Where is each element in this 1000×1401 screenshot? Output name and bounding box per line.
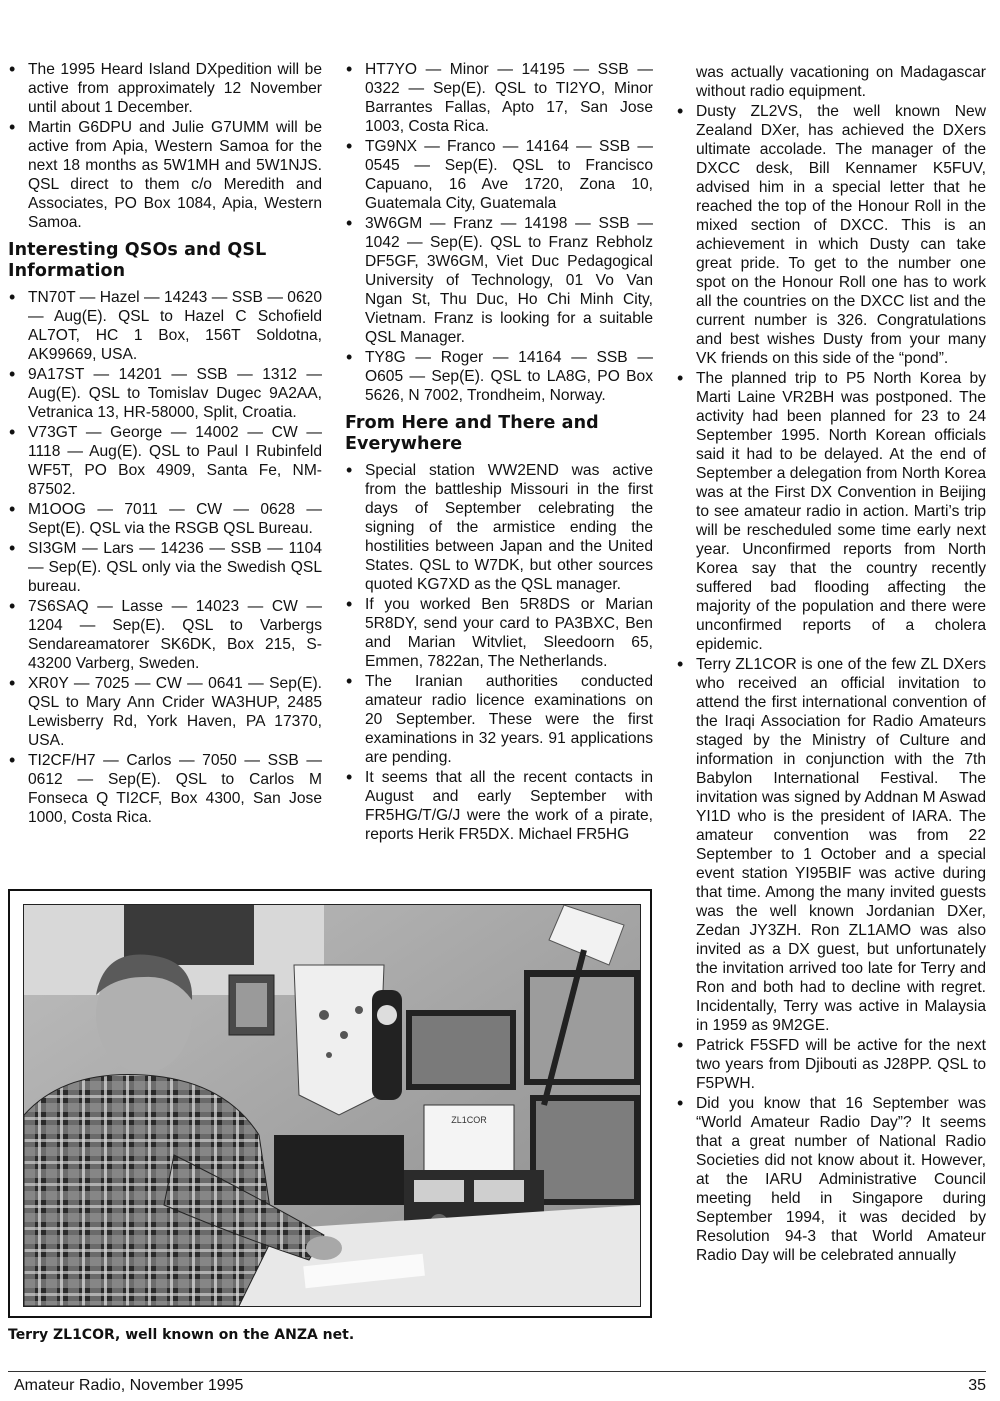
- intro-list: [8, 60, 322, 232]
- continued-paragraph: was actually vacationing on Madagascar without radio equipment.: [696, 64, 986, 100]
- column-1: [8, 60, 322, 828]
- news-list-continued: [676, 102, 986, 1265]
- list-item: • The planned trip to P5 North Korea by Marti Laine VR2BH was postponed. The activity had been planned for 23 to 24 September 1995. North Korean officials said it had to be delayed. At the end of September a delegation from North Korea was at the First DX Convention in Beijing to see amateur radio in action. Marti’s trip will be rescheduled some time early next year. Unconfirmed reports from North Korea say that the country recently suffered bad flooding affecting the majority of the population and there were unconfirmed reports of a cholera epidemic.: [676, 369, 986, 654]
- list-item: • Dusty ZL2VS, the well known New Zealand DXer, has achieved the DXers ultimate accolade. The manager of the DXCC desk, Bill Kennamer K5FUV, advised him in a special letter that he reached the top of the Honour Roll in the mixed section of DXCC. This is an achievement in which Dusty can take great pride. To get to the number one spot on the Honour Roll one has to work all the countries on the DXCC list and the current number is 326. Congratulations and best wishes Dusty from your many VK friends on this side of the “pond”.: [676, 102, 986, 368]
- list-item: • 9A17ST — 14201 — SSB — 1312 — Aug(E). QSL to Tomislav Dugec 9A2AA, Vetranica 13, HR-58000, Split, Croatia.: [8, 365, 322, 422]
- photo-terry-zl1cor: [23, 904, 641, 1307]
- list-item: • Did you know that 16 September was “World Amateur Radio Day”? It seems that a great number of National Radio Societies did not know about it. However, at the IARU Administrative Council meeting held in Singapore during September 1994, it was decided by Resolution 94-3 that World Amateur Radio Day will be celebrated annually: [676, 1094, 986, 1265]
- list-item: • If you worked Ben 5R8DS or Marian 5R8DY, send your card to PA3BXC, Ben and Marian Witvliet, Sleedoorn 65, Emmen, 7822an, The Netherlands.: [345, 595, 653, 671]
- list-item: • Terry ZL1COR is one of the few ZL DXers who received an official invitation to attend the first international convention of the Iraqi Association for Radio Amateurs staged by the Ministry of Culture and information in conjunction with the 7th Babylon International Festival. The invitation was signed by Addnan M Aswad YI1D who is the president of IARA. The amateur convention was from 22 September to 1 October and a special event station YI95BIF was active during that time. Among the many invited guests was the well known Jordanian DXer, Zedan JY3ZH. Ron ZL1AMO was also invited as a DX guest, but unfortunately the invitation arrived too late for Terry and Ron and both had to decline with regret. Incidentally, Terry was active in Malaysia in 1959 as 9M2GE.: [676, 655, 986, 1035]
- list-item: • TG9NX — Franco — 14164 — SSB — 0545 — Sep(E). QSL to Francisco Capuano, 16 Ave 1720, Zona 10, Guatemala City, Guatemala: [345, 137, 653, 213]
- footer-page-number: 35: [968, 1377, 986, 1394]
- list-item: • XR0Y — 7025 — CW — 0641 — Sep(E). QSL to Mary Ann Crider WA3HUP, 2485 Lewisberry Rd, York Haven, PA 17370, USA.: [8, 674, 322, 750]
- list-item: • 7S6SAQ — Lasse — 14023 — CW — 1204 — Sep(E). QSL to Varbergs Sendareamatorer SK6DK, Box 215, S-43200 Varberg, Sweden.: [8, 597, 322, 673]
- news-list: [345, 461, 653, 844]
- column-3: [676, 63, 986, 1266]
- list-item: • 3W6GM — Franz — 14198 — SSB — 1042 — Sep(E). QSL to Franz Rebholz DF5GF, 3W6GM, Viet Duc Pedagogical University of Technology, 01 Vo Van Ngan St, Thu Duc, Ho Chi Minh City, Vietnam. Franz is looking for a suitable QSL Manager.: [345, 214, 653, 347]
- photo-caption: Terry ZL1COR, well known on the ANZA net.: [8, 1327, 355, 1343]
- list-item: • The Iranian authorities conducted amateur radio licence examinations on 20 September. These were the first examinations in 32 years. 91 applications are pending.: [345, 672, 653, 767]
- qsl-card-callsign: ZL1COR: [451, 1115, 487, 1125]
- list-item: • SI3GM — Lars — 14236 — SSB — 1104 — Sep(E). QSL only via the Swedish QSL bureau.: [8, 539, 322, 596]
- footer-publication: Amateur Radio, November 1995: [14, 1377, 244, 1394]
- list-item: • HT7YO — Minor — 14195 — SSB — 0322 — Sep(E). QSL to TI2YO, Minor Barrantes Fallas, Apto 17, San Jose 1003, Costa Rica.: [345, 60, 653, 136]
- qso-list-continued: [345, 60, 653, 405]
- list-item: • Patrick F5SFD will be active for the next two years from Djibouti as J28PP. QSL to F5PWH.: [676, 1036, 986, 1093]
- list-item: • TI2CF/H7 — Carlos — 7050 — SSB — 0612 — Sep(E). QSL to Carlos M Fonseca Q TI2CF, Box 4300, San Jose 1000, Costa Rica.: [8, 751, 322, 827]
- column-2: [345, 60, 653, 845]
- list-item: • It seems that all the recent contacts in August and early September with FR5HG/T/G/J were the work of a pirate, reports Herik FR5DX. Michael FR5HG: [345, 768, 653, 844]
- list-item: • The 1995 Heard Island DXpedition will be active from approximately 12 November until about 1 December.: [8, 60, 322, 117]
- list-item: • Martin G6DPU and Julie G7UMM will be active from Apia, Western Samoa for the next 18 months as 5W1MH and 5W1NJS. QSL direct to them c/o Meredith and Associates, PO Box 1084, Apia, Western Samoa.: [8, 118, 322, 232]
- list-item: • Special station WW2END was active from the battleship Missouri in the first days of September celebrating the signing of the armistice ending the hostilities between Japan and the United States. QSL to W7DK, but other sources quoted KG7XD as the QSL manager.: [345, 461, 653, 594]
- list-item: • TN70T — Hazel — 14243 — SSB — 0620 — Aug(E). QSL to Hazel C Schofield AL7OT, HC 1 Box, 156T Soldotna, AK99669, USA.: [8, 288, 322, 364]
- section-heading-everywhere: From Here and There and Everywhere: [345, 413, 599, 454]
- photo-illustration: [24, 905, 640, 1306]
- photo-frame: [8, 889, 652, 1318]
- list-item: • V73GT — George — 14002 — CW — 1118 — Aug(E). QSL to Paul I Rubinfeld WF5T, PO Box 4909, Santa Fe, NM-87502.: [8, 423, 322, 499]
- list-item: • M1OOG — 7011 — CW — 0628 — Sept(E). QSL via the RSGB QSL Bureau.: [8, 500, 322, 538]
- section-heading-qsos: Interesting QSOs and QSL Information: [8, 240, 267, 281]
- footer-divider: [8, 1371, 986, 1372]
- qso-list: [8, 288, 322, 827]
- list-item: • TY8G — Roger — 14164 — SSB — O605 — Sep(E). QSL to LA8G, PO Box 5626, N 7002, Trondheim, Norway.: [345, 348, 653, 405]
